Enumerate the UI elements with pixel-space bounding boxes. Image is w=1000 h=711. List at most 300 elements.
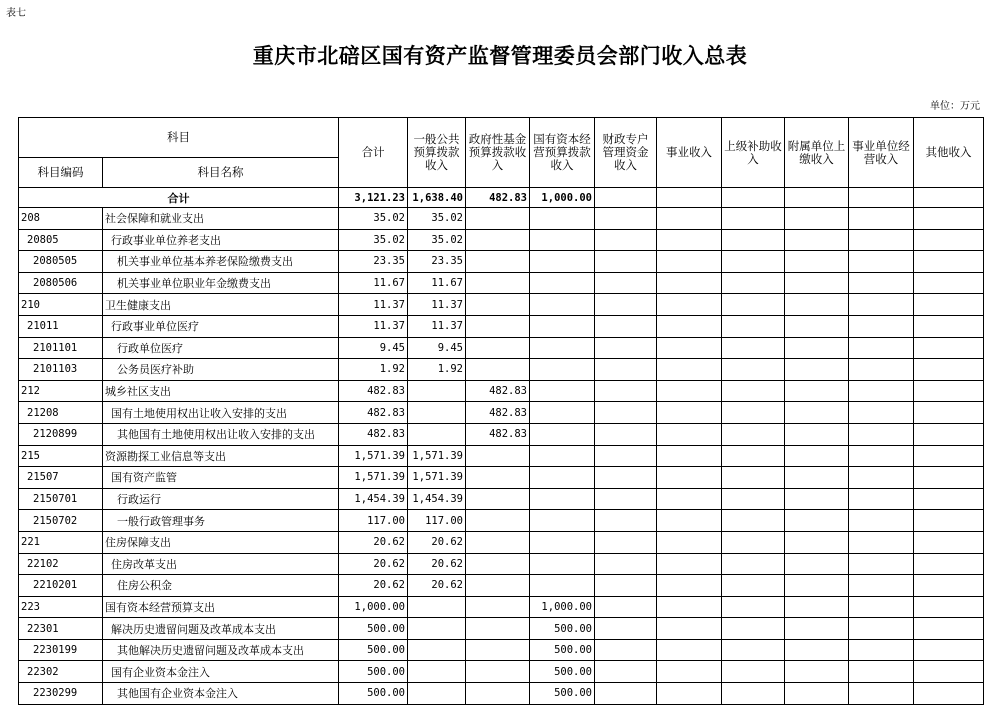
row-special bbox=[595, 467, 657, 489]
row-fund bbox=[466, 553, 530, 575]
header-other: 其他收入 bbox=[914, 118, 984, 188]
row-name: 行政事业单位医疗 bbox=[103, 315, 339, 337]
row-name: 国有土地使用权出让收入安排的支出 bbox=[103, 402, 339, 424]
table-row bbox=[19, 575, 984, 597]
row-affiliate bbox=[785, 315, 849, 337]
row-fund bbox=[466, 661, 530, 683]
row-general: 20.62 bbox=[408, 553, 466, 575]
table-row bbox=[19, 402, 984, 424]
row-operating bbox=[849, 380, 914, 402]
row-code: 2150701 bbox=[19, 488, 103, 510]
row-operating bbox=[849, 596, 914, 618]
row-capital bbox=[530, 251, 595, 273]
income-table bbox=[18, 117, 984, 705]
row-total: 11.37 bbox=[339, 315, 408, 337]
row-general: 1,454.39 bbox=[408, 488, 466, 510]
row-name: 机关事业单位职业年金缴费支出 bbox=[103, 272, 339, 294]
row-fund bbox=[466, 531, 530, 553]
row-affiliate bbox=[785, 575, 849, 597]
row-total: 11.67 bbox=[339, 272, 408, 294]
row-general: 1,571.39 bbox=[408, 445, 466, 467]
row-operating bbox=[849, 272, 914, 294]
row-other bbox=[914, 488, 984, 510]
row-fund bbox=[466, 229, 530, 251]
row-general: 1,571.39 bbox=[408, 467, 466, 489]
row-total: 20.62 bbox=[339, 575, 408, 597]
row-special bbox=[595, 618, 657, 640]
row-subsidy bbox=[722, 683, 785, 705]
row-other bbox=[914, 575, 984, 597]
row-general bbox=[408, 618, 466, 640]
row-business bbox=[657, 467, 722, 489]
row-affiliate bbox=[785, 337, 849, 359]
row-general: 9.45 bbox=[408, 337, 466, 359]
row-operating bbox=[849, 467, 914, 489]
row-general: 11.37 bbox=[408, 294, 466, 316]
row-other bbox=[914, 423, 984, 445]
row-affiliate bbox=[785, 553, 849, 575]
row-operating bbox=[849, 315, 914, 337]
row-other bbox=[914, 380, 984, 402]
table-row bbox=[19, 337, 984, 359]
row-name: 住房改革支出 bbox=[103, 553, 339, 575]
row-general: 11.37 bbox=[408, 315, 466, 337]
row-code: 22302 bbox=[19, 661, 103, 683]
row-special bbox=[595, 229, 657, 251]
row-special bbox=[595, 510, 657, 532]
total-capital: 1,000.00 bbox=[530, 188, 595, 208]
row-operating bbox=[849, 661, 914, 683]
table-row bbox=[19, 445, 984, 467]
row-business bbox=[657, 618, 722, 640]
row-total: 500.00 bbox=[339, 618, 408, 640]
row-other bbox=[914, 229, 984, 251]
total-label: 合计 bbox=[19, 188, 339, 208]
row-capital bbox=[530, 337, 595, 359]
row-operating bbox=[849, 208, 914, 230]
table-row bbox=[19, 596, 984, 618]
row-code: 2230199 bbox=[19, 639, 103, 661]
row-code: 2150702 bbox=[19, 510, 103, 532]
row-business bbox=[657, 423, 722, 445]
row-subsidy bbox=[722, 639, 785, 661]
row-business bbox=[657, 445, 722, 467]
header-fund: 政府性基金预算拨款收入 bbox=[466, 118, 530, 188]
row-general bbox=[408, 423, 466, 445]
row-special bbox=[595, 596, 657, 618]
total-sum: 3,121.23 bbox=[339, 188, 408, 208]
row-other bbox=[914, 531, 984, 553]
row-capital: 500.00 bbox=[530, 661, 595, 683]
row-other bbox=[914, 359, 984, 381]
row-affiliate bbox=[785, 272, 849, 294]
row-general: 23.35 bbox=[408, 251, 466, 273]
header-business: 事业收入 bbox=[657, 118, 722, 188]
row-affiliate bbox=[785, 683, 849, 705]
row-special bbox=[595, 251, 657, 273]
row-code: 21208 bbox=[19, 402, 103, 424]
row-business bbox=[657, 208, 722, 230]
row-operating bbox=[849, 618, 914, 640]
row-business bbox=[657, 683, 722, 705]
row-business bbox=[657, 315, 722, 337]
row-fund bbox=[466, 575, 530, 597]
total-special bbox=[595, 188, 657, 208]
row-name: 一般行政管理事务 bbox=[103, 510, 339, 532]
row-name: 解决历史遗留问题及改革成本支出 bbox=[103, 618, 339, 640]
row-other bbox=[914, 251, 984, 273]
total-row bbox=[19, 188, 984, 208]
row-code: 2101103 bbox=[19, 359, 103, 381]
row-general bbox=[408, 596, 466, 618]
row-code: 22301 bbox=[19, 618, 103, 640]
row-name: 国有企业资本金注入 bbox=[103, 661, 339, 683]
row-affiliate bbox=[785, 467, 849, 489]
table-row bbox=[19, 229, 984, 251]
row-code: 20805 bbox=[19, 229, 103, 251]
header-name: 科目名称 bbox=[103, 158, 339, 188]
row-special bbox=[595, 315, 657, 337]
row-subsidy bbox=[722, 251, 785, 273]
row-subsidy bbox=[722, 402, 785, 424]
row-affiliate bbox=[785, 402, 849, 424]
row-fund bbox=[466, 467, 530, 489]
row-code: 215 bbox=[19, 445, 103, 467]
row-business bbox=[657, 380, 722, 402]
row-name: 国有资本经营预算支出 bbox=[103, 596, 339, 618]
row-special bbox=[595, 294, 657, 316]
row-business bbox=[657, 639, 722, 661]
row-total: 9.45 bbox=[339, 337, 408, 359]
row-special bbox=[595, 402, 657, 424]
row-name: 行政事业单位养老支出 bbox=[103, 229, 339, 251]
row-capital bbox=[530, 359, 595, 381]
row-capital bbox=[530, 272, 595, 294]
row-operating bbox=[849, 229, 914, 251]
row-code: 223 bbox=[19, 596, 103, 618]
row-capital: 500.00 bbox=[530, 618, 595, 640]
row-total: 35.02 bbox=[339, 208, 408, 230]
table-row bbox=[19, 618, 984, 640]
row-subsidy bbox=[722, 315, 785, 337]
table-row bbox=[19, 639, 984, 661]
row-capital: 1,000.00 bbox=[530, 596, 595, 618]
row-subsidy bbox=[722, 272, 785, 294]
row-general: 1.92 bbox=[408, 359, 466, 381]
row-total: 20.62 bbox=[339, 553, 408, 575]
row-other bbox=[914, 596, 984, 618]
row-capital bbox=[530, 445, 595, 467]
row-fund bbox=[466, 359, 530, 381]
row-fund bbox=[466, 510, 530, 532]
row-name: 公务员医疗补助 bbox=[103, 359, 339, 381]
row-other bbox=[914, 294, 984, 316]
row-other bbox=[914, 661, 984, 683]
row-code: 22102 bbox=[19, 553, 103, 575]
row-fund bbox=[466, 445, 530, 467]
row-subsidy bbox=[722, 531, 785, 553]
row-subsidy bbox=[722, 337, 785, 359]
row-operating bbox=[849, 553, 914, 575]
row-affiliate bbox=[785, 639, 849, 661]
row-code: 21507 bbox=[19, 467, 103, 489]
row-business bbox=[657, 553, 722, 575]
row-other bbox=[914, 553, 984, 575]
row-fund bbox=[466, 294, 530, 316]
row-fund bbox=[466, 618, 530, 640]
row-capital bbox=[530, 423, 595, 445]
row-code: 210 bbox=[19, 294, 103, 316]
row-business bbox=[657, 229, 722, 251]
total-business bbox=[657, 188, 722, 208]
row-subsidy bbox=[722, 359, 785, 381]
table-row bbox=[19, 553, 984, 575]
row-code: 2080505 bbox=[19, 251, 103, 273]
row-special bbox=[595, 337, 657, 359]
row-business bbox=[657, 510, 722, 532]
row-fund bbox=[466, 315, 530, 337]
row-total: 500.00 bbox=[339, 639, 408, 661]
total-general: 1,638.40 bbox=[408, 188, 466, 208]
row-special bbox=[595, 683, 657, 705]
row-business bbox=[657, 359, 722, 381]
header-capital: 国有资本经营预算拨款收入 bbox=[530, 118, 595, 188]
header-subsidy: 上级补助收入 bbox=[722, 118, 785, 188]
row-code: 21011 bbox=[19, 315, 103, 337]
row-affiliate bbox=[785, 661, 849, 683]
row-special bbox=[595, 423, 657, 445]
row-business bbox=[657, 661, 722, 683]
row-general bbox=[408, 402, 466, 424]
row-capital: 500.00 bbox=[530, 639, 595, 661]
row-general: 20.62 bbox=[408, 575, 466, 597]
row-subsidy bbox=[722, 553, 785, 575]
row-fund bbox=[466, 208, 530, 230]
row-affiliate bbox=[785, 294, 849, 316]
row-subsidy bbox=[722, 661, 785, 683]
row-capital bbox=[530, 294, 595, 316]
row-code: 2101101 bbox=[19, 337, 103, 359]
row-name: 其他国有企业资本金注入 bbox=[103, 683, 339, 705]
table-row bbox=[19, 488, 984, 510]
row-subsidy bbox=[722, 423, 785, 445]
row-other bbox=[914, 208, 984, 230]
row-fund: 482.83 bbox=[466, 423, 530, 445]
row-special bbox=[595, 208, 657, 230]
row-capital: 500.00 bbox=[530, 683, 595, 705]
row-total: 482.83 bbox=[339, 380, 408, 402]
row-special bbox=[595, 575, 657, 597]
row-special bbox=[595, 272, 657, 294]
row-business bbox=[657, 575, 722, 597]
row-general bbox=[408, 380, 466, 402]
row-subsidy bbox=[722, 294, 785, 316]
row-general bbox=[408, 683, 466, 705]
unit-label: 单位：万元 bbox=[930, 101, 980, 112]
row-capital bbox=[530, 402, 595, 424]
row-code: 2080506 bbox=[19, 272, 103, 294]
row-business bbox=[657, 294, 722, 316]
row-capital bbox=[530, 208, 595, 230]
row-operating bbox=[849, 683, 914, 705]
row-name: 卫生健康支出 bbox=[103, 294, 339, 316]
row-capital bbox=[530, 467, 595, 489]
row-capital bbox=[530, 315, 595, 337]
total-fund: 482.83 bbox=[466, 188, 530, 208]
row-operating bbox=[849, 488, 914, 510]
row-operating bbox=[849, 575, 914, 597]
row-affiliate bbox=[785, 229, 849, 251]
row-affiliate bbox=[785, 251, 849, 273]
row-name: 行政单位医疗 bbox=[103, 337, 339, 359]
row-business bbox=[657, 402, 722, 424]
total-affiliate bbox=[785, 188, 849, 208]
table-row bbox=[19, 510, 984, 532]
row-capital bbox=[530, 553, 595, 575]
total-subsidy bbox=[722, 188, 785, 208]
row-total: 482.83 bbox=[339, 402, 408, 424]
total-other bbox=[914, 188, 984, 208]
header-special: 财政专户管理资金收入 bbox=[595, 118, 657, 188]
row-total: 1.92 bbox=[339, 359, 408, 381]
row-total: 1,000.00 bbox=[339, 596, 408, 618]
row-name: 住房公积金 bbox=[103, 575, 339, 597]
row-other bbox=[914, 445, 984, 467]
table-row bbox=[19, 294, 984, 316]
row-subsidy bbox=[722, 380, 785, 402]
row-fund: 482.83 bbox=[466, 402, 530, 424]
row-operating bbox=[849, 423, 914, 445]
row-name: 资源勘探工业信息等支出 bbox=[103, 445, 339, 467]
row-fund bbox=[466, 596, 530, 618]
row-capital bbox=[530, 575, 595, 597]
row-operating bbox=[849, 639, 914, 661]
row-fund bbox=[466, 337, 530, 359]
row-general bbox=[408, 661, 466, 683]
row-special bbox=[595, 553, 657, 575]
row-other bbox=[914, 467, 984, 489]
row-name: 社会保障和就业支出 bbox=[103, 208, 339, 230]
row-business bbox=[657, 488, 722, 510]
row-general: 35.02 bbox=[408, 229, 466, 251]
row-affiliate bbox=[785, 208, 849, 230]
row-operating bbox=[849, 251, 914, 273]
row-subsidy bbox=[722, 510, 785, 532]
row-fund: 482.83 bbox=[466, 380, 530, 402]
row-affiliate bbox=[785, 445, 849, 467]
row-special bbox=[595, 380, 657, 402]
table-row bbox=[19, 683, 984, 705]
table-row bbox=[19, 661, 984, 683]
row-operating bbox=[849, 337, 914, 359]
row-total: 1,454.39 bbox=[339, 488, 408, 510]
row-other bbox=[914, 618, 984, 640]
row-code: 2120899 bbox=[19, 423, 103, 445]
row-operating bbox=[849, 402, 914, 424]
row-total: 11.37 bbox=[339, 294, 408, 316]
row-business bbox=[657, 531, 722, 553]
row-subsidy bbox=[722, 618, 785, 640]
row-total: 482.83 bbox=[339, 423, 408, 445]
row-special bbox=[595, 661, 657, 683]
row-operating bbox=[849, 531, 914, 553]
row-operating bbox=[849, 359, 914, 381]
row-special bbox=[595, 445, 657, 467]
row-subsidy bbox=[722, 596, 785, 618]
row-operating bbox=[849, 510, 914, 532]
header-operating: 事业单位经营收入 bbox=[849, 118, 914, 188]
row-subsidy bbox=[722, 445, 785, 467]
table-row bbox=[19, 315, 984, 337]
row-operating bbox=[849, 294, 914, 316]
row-affiliate bbox=[785, 359, 849, 381]
page-title: 重庆市北碚区国有资产监督管理委员会部门收入总表 bbox=[252, 43, 748, 68]
row-special bbox=[595, 488, 657, 510]
row-special bbox=[595, 359, 657, 381]
row-business bbox=[657, 272, 722, 294]
table-row bbox=[19, 208, 984, 230]
total-operating bbox=[849, 188, 914, 208]
row-code: 221 bbox=[19, 531, 103, 553]
row-other bbox=[914, 683, 984, 705]
row-name: 其他国有土地使用权出让收入安排的支出 bbox=[103, 423, 339, 445]
row-subsidy bbox=[722, 467, 785, 489]
row-code: 2210201 bbox=[19, 575, 103, 597]
row-general: 117.00 bbox=[408, 510, 466, 532]
row-code: 212 bbox=[19, 380, 103, 402]
row-fund bbox=[466, 639, 530, 661]
row-total: 1,571.39 bbox=[339, 467, 408, 489]
header-general: 一般公共预算拨款收入 bbox=[408, 118, 466, 188]
row-general: 35.02 bbox=[408, 208, 466, 230]
row-fund bbox=[466, 488, 530, 510]
row-other bbox=[914, 337, 984, 359]
row-fund bbox=[466, 272, 530, 294]
row-affiliate bbox=[785, 380, 849, 402]
row-total: 117.00 bbox=[339, 510, 408, 532]
row-total: 23.35 bbox=[339, 251, 408, 273]
row-subsidy bbox=[722, 488, 785, 510]
row-capital bbox=[530, 510, 595, 532]
row-name: 国有资产监管 bbox=[103, 467, 339, 489]
row-general: 11.67 bbox=[408, 272, 466, 294]
row-affiliate bbox=[785, 596, 849, 618]
table-row bbox=[19, 531, 984, 553]
header-subject: 科目 bbox=[19, 118, 339, 158]
row-other bbox=[914, 402, 984, 424]
row-code: 2230299 bbox=[19, 683, 103, 705]
header-affiliate: 附属单位上缴收入 bbox=[785, 118, 849, 188]
row-affiliate bbox=[785, 488, 849, 510]
row-fund bbox=[466, 683, 530, 705]
row-total: 500.00 bbox=[339, 683, 408, 705]
row-affiliate bbox=[785, 618, 849, 640]
row-subsidy bbox=[722, 229, 785, 251]
row-business bbox=[657, 596, 722, 618]
row-general: 20.62 bbox=[408, 531, 466, 553]
row-special bbox=[595, 639, 657, 661]
row-fund bbox=[466, 251, 530, 273]
table-row bbox=[19, 251, 984, 273]
row-capital bbox=[530, 488, 595, 510]
row-total: 1,571.39 bbox=[339, 445, 408, 467]
table-row bbox=[19, 380, 984, 402]
row-name: 机关事业单位基本养老保险缴费支出 bbox=[103, 251, 339, 273]
row-general bbox=[408, 639, 466, 661]
row-name: 行政运行 bbox=[103, 488, 339, 510]
row-total: 35.02 bbox=[339, 229, 408, 251]
row-affiliate bbox=[785, 531, 849, 553]
